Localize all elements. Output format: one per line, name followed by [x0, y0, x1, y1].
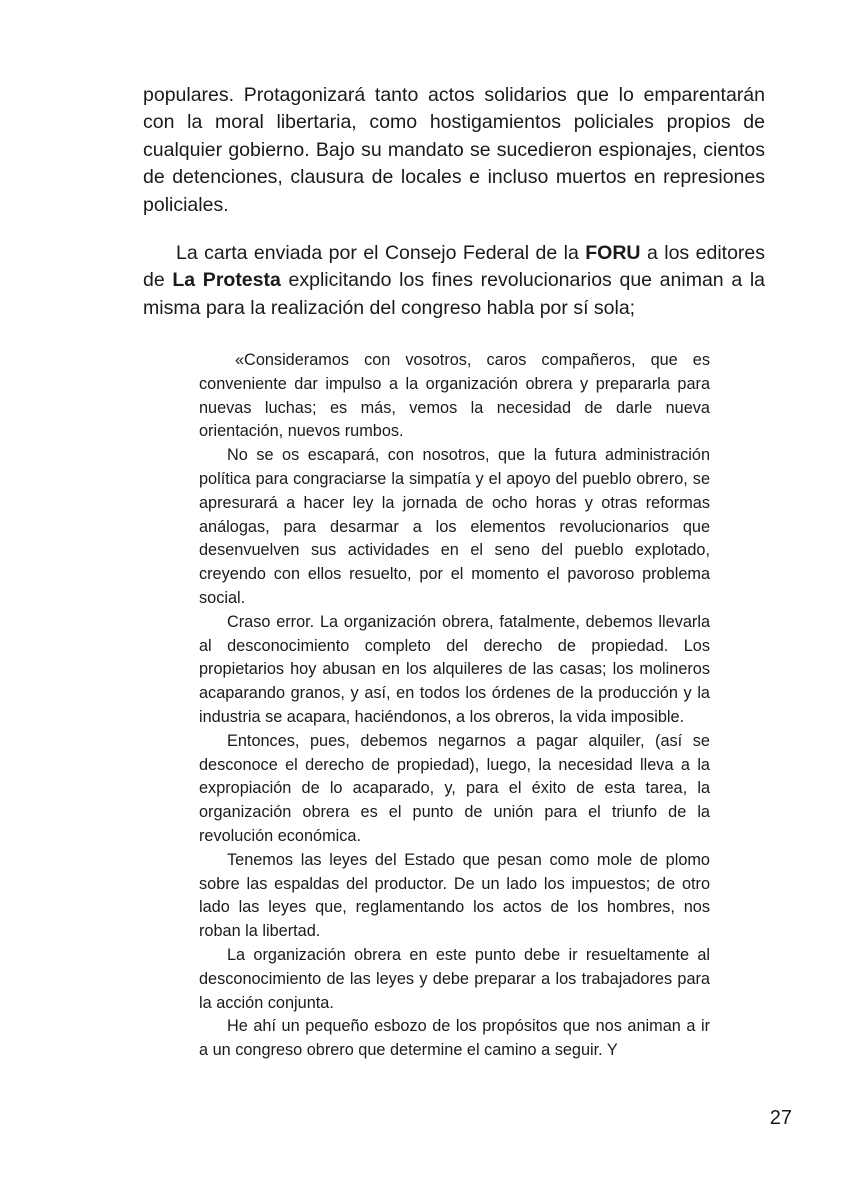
intro-paragraph: populares. Protagonizará tanto actos solidarios que lo emparentarán con la moral libertaria, como hostigamientos policiales propios de cualquier gobierno. Bajo su mandato se sucedieron espionajes, cientos de detenciones, clausura de locales e incluso muertos en represiones policiales. [143, 84, 765, 216]
quote-paragraph-1: «Consideramos con vosotros, caros compañeros, que es conveniente dar impulso a la organización obrera y prepararla para nuevas luchas; es más, vemos la necesidad de darle nueva orientación, nuevos rumbos. [199, 351, 710, 441]
quote-paragraph-3: Craso error. La organización obrera, fatalmente, debemos llevarla al desconocimiento completo del derecho de propiedad. Los propietarios hoy abusan en los alquileres de las casas; los molineros acaparando granos, y así, en todos los órdenes de la producción y la industria se acapara, haciéndonos, a los obreros, la vida imposible. [199, 612, 710, 726]
quote-paragraph-6: La organización obrera en este punto debe ir resueltamente al desconocimiento de las leyes y debe preparar a los trabajadores para la acción conjunta. [199, 945, 710, 1012]
letter-intro-text-2: a los editores de [143, 242, 766, 292]
page-number: 27 [769, 1107, 792, 1129]
la-protesta-name: La Protesta [172, 269, 281, 292]
letter-intro-text-1: La carta enviada por el Consejo Federal de la [176, 242, 586, 264]
quote-paragraph-4: Entonces, pues, debemos negarnos a pagar alquiler, (así se desconoce el derecho de propiedad), luego, la necesidad lleva a la expropiación de lo acaparado, y, para el éxito de esta tarea, la organización obrera es el punto de unión para el triunfo de la revolución económica. [199, 731, 710, 845]
quote-paragraph-2: No se os escapará, con nosotros, que la futura administración política para congraciarse la simpatía y el apoyo del pueblo obrero, se apresurará a hacer ley la jornada de ocho horas y otras reformas análogas, para desarmar a los elementos revolucionarios que desenvuelven sus actividades en el seno del pueblo explotado, creyendo con ellos resuelto, por el momento el pavoroso problema social. [199, 446, 710, 607]
quote-paragraph-5: Tenemos las leyes del Estado que pesan como mole de plomo sobre las espaldas del productor. De un lado los impuestos; de otro lado las leyes que, reglamentando los actos de los hombres, nos roban la libertad. [199, 850, 710, 941]
letter-intro-text-3: explicitando los fines revolucionarios que animan a la misma para la realización del congreso habla por sí sola; [143, 269, 766, 319]
foru-name: FORU [585, 242, 641, 264]
letter-intro-paragraph [143, 240, 765, 322]
quoted-letter [199, 349, 710, 1063]
quote-paragraph-7: He ahí un pequeño esbozo de los propósitos que nos animan a ir a un congreso obrero que determine el camino a seguir. Y [199, 1017, 710, 1060]
